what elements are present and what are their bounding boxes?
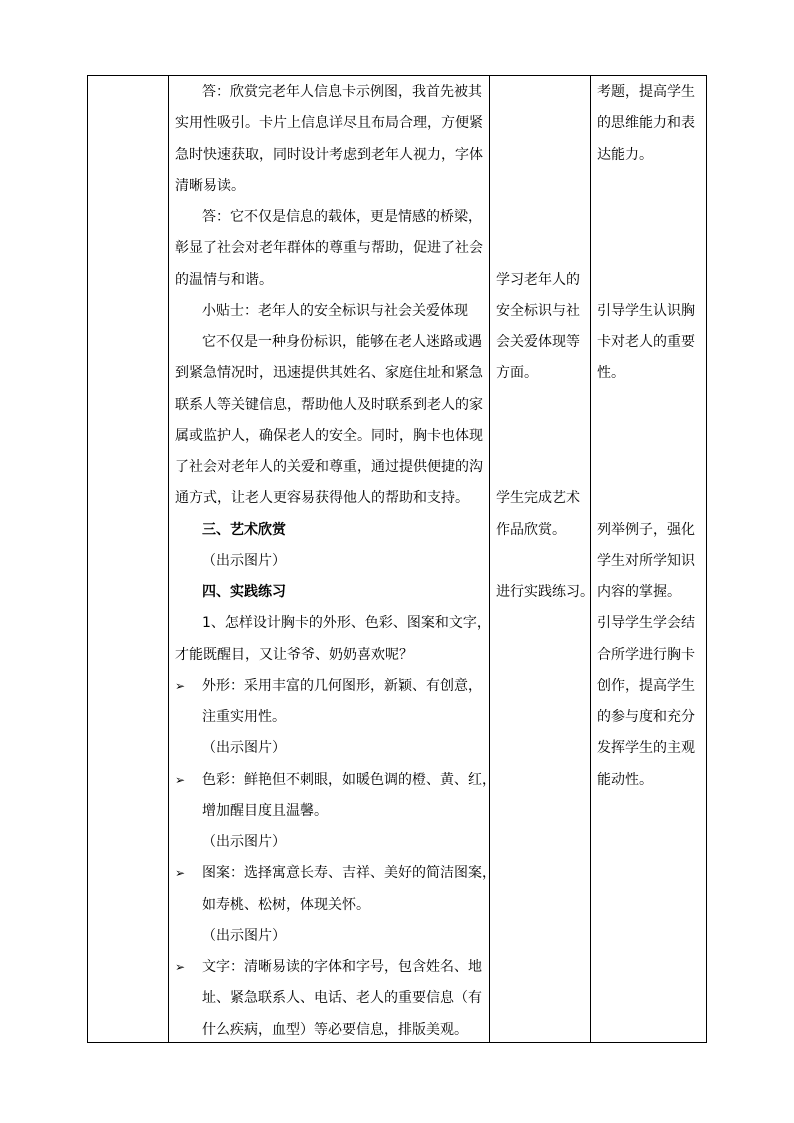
intent-line: 创作，提高学生 (597, 678, 695, 694)
empty-column-cell (88, 75, 168, 1041)
content-line: （出示图片） (202, 553, 286, 569)
intent-line: 卡对老人的重要 (597, 334, 695, 350)
bullet-arrow-icon: ➢ (175, 679, 186, 693)
intent-line: 考题，提高学生 (597, 84, 695, 100)
intent-line: 的思维能力和表 (597, 115, 695, 131)
content-line: 如寿桃、松树，体现关怀。 (202, 897, 370, 913)
student-line: 进行实践练习。 (496, 584, 594, 600)
intent-line: 列举例子，强化 (597, 522, 695, 538)
bullet-arrow-icon: ➢ (175, 773, 186, 787)
content-line: 到紧急情况时，迅速提供其姓名、家庭住址和紧急 (175, 365, 483, 381)
intent-line: 引导学生学会结 (597, 615, 695, 631)
content-line: 增加醒目度且温馨。 (202, 803, 328, 819)
intent-line: 的参与度和充分 (597, 709, 695, 725)
student-line: 作品欣赏。 (496, 522, 566, 538)
design-intent-cell (591, 75, 706, 1041)
section-heading-art-appreciation: 三、艺术欣赏 (202, 522, 286, 538)
content-line: 了社会对老年人的关爱和尊重，通过提供便捷的沟 (175, 459, 483, 475)
content-line: 属或监护人，确保老人的安全。同时，胸卡也体现 (175, 428, 483, 444)
content-line: （出示图片） (202, 928, 286, 944)
intent-line: 学生对所学知识 (597, 553, 695, 569)
section-heading-practice: 四、实践练习 (202, 584, 286, 600)
content-line: 什么疾病，血型）等必要信息，排版美观。 (202, 1022, 468, 1038)
intent-line: 达能力。 (597, 147, 653, 163)
content-line: 彰显了社会对老年群体的尊重与帮助，促进了社会 (175, 240, 483, 256)
content-line: 图案：选择寓意长寿、吉祥、美好的简洁图案， (202, 865, 496, 881)
content-line: 址、紧急联系人、电话、老人的重要信息（有 (202, 990, 482, 1006)
intent-line: 内容的掌握。 (597, 584, 681, 600)
student-line: 学生完成艺术 (496, 490, 580, 506)
intent-line: 合所学进行胸卡 (597, 647, 695, 663)
student-line: 学习老年人的 (496, 272, 580, 288)
content-line: 的温情与和谐。 (175, 272, 273, 288)
content-line: 答：它不仅是信息的载体，更是情感的桥梁， (202, 209, 482, 225)
content-line: （出示图片） (202, 740, 286, 756)
bullet-arrow-icon: ➢ (175, 866, 186, 880)
content-line: 外形：采用丰富的几何图形，新颖、有创意， (202, 678, 482, 694)
content-line: 注重实用性。 (202, 709, 286, 725)
content-line: 文字：清晰易读的字体和字号，包含姓名、地 (202, 959, 482, 975)
student-activity-cell (490, 75, 594, 1041)
content-line: 急时快速获取，同时设计考虑到老年人视力，字体 (175, 147, 483, 163)
intent-line: 引导学生认识胸 (597, 303, 695, 319)
student-line: 安全标识与社 (496, 303, 580, 319)
student-line: 方面。 (496, 365, 538, 381)
intent-line: 能动性。 (597, 772, 653, 788)
content-line: 色彩：鲜艳但不刺眼，如暖色调的橙、黄、红， (202, 772, 496, 788)
content-line: 联系人等关键信息，帮助他人及时联系到老人的家 (175, 397, 483, 413)
content-line: （出示图片） (202, 834, 286, 850)
teaching-content-cell (169, 75, 496, 1041)
content-line: 才能既醒目，又让爷爷、奶奶喜欢呢？ (175, 647, 413, 663)
intent-line: 性。 (597, 365, 625, 381)
student-line: 会关爱体现等 (496, 334, 580, 350)
content-line: 1、怎样设计胸卡的外形、色彩、图案和文字， (202, 615, 491, 631)
content-line: 它不仅是一种身份标识，能够在老人迷路或遇 (202, 334, 482, 350)
intent-line: 发挥学生的主观 (597, 740, 695, 756)
content-line: 通方式，让老人更容易获得他人的帮助和支持。 (175, 490, 469, 506)
content-line: 清晰易读。 (175, 178, 245, 194)
bullet-arrow-icon: ➢ (175, 960, 186, 974)
content-line: 答：欣赏完老年人信息卡示例图，我首先被其 (202, 84, 482, 100)
tip-heading: 小贴士：老年人的安全标识与社会关爱体现 (202, 303, 468, 319)
content-line: 实用性吸引。卡片上信息详尽且布局合理，方便紧 (175, 115, 483, 131)
